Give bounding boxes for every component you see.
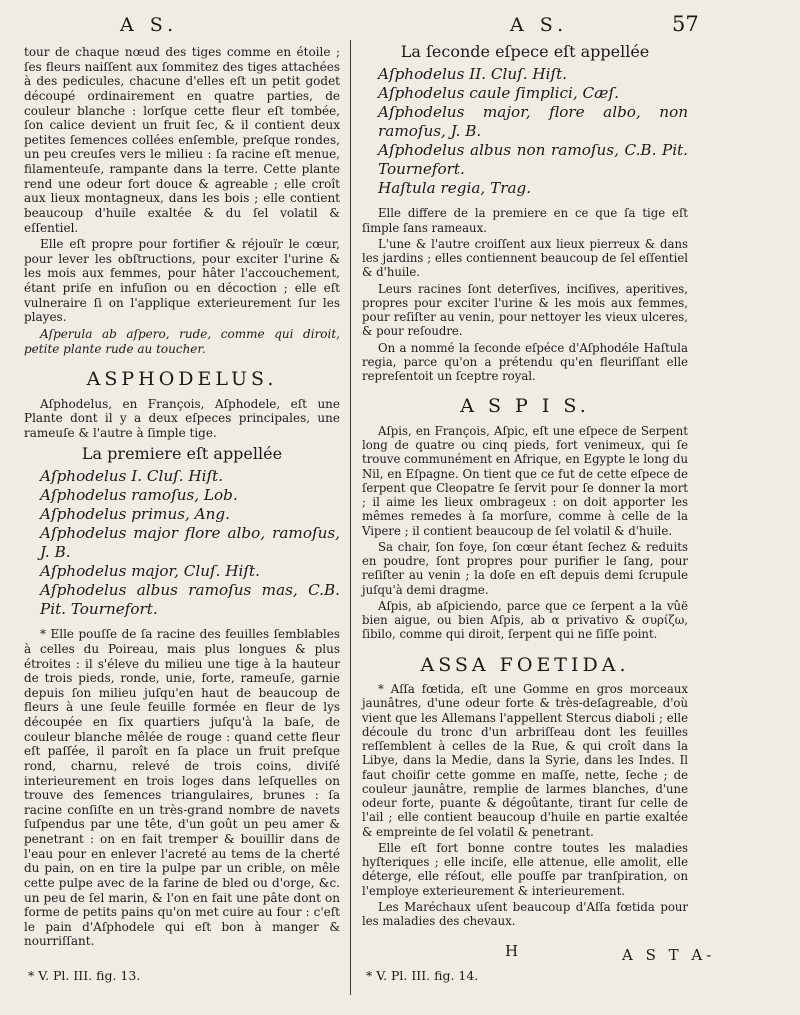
header-right: A S.	[510, 14, 569, 36]
synonym-line: Aſphodelus albus non ramoſus, C.B. Pit. Tournefort.	[378, 141, 688, 179]
section-title-aspis: A S P I S.	[460, 395, 590, 418]
synonym-line: Aſphodelus caule ſimplici, Cæſ.	[378, 84, 619, 103]
subheading-second-species: La ſeconde eſpece eſt appellée	[400, 42, 650, 61]
left-paragraph: Elle eſt propre pour fortifier & réjouïr le cœur, pour lever les obſtructions, pour exciter l'urine & les mois aux femmes, pour hâter l'accouchement, étant priſe en infuſion ou en décoction ; elle eſt vulneraire ſi on l'applique exterieurement ſur les playes.	[24, 237, 340, 325]
assa-paragraph: * Aſſa fœtida, eſt une Gomme en gros morceaux jaunâtres, d'une odeur forte & très-deſagreable, d'où vient que les Allemans l'appellent Stercus diaboli ; elle découle du tronc d'un arbriſſeau dont les feuilles reſſemblent à celles de la Rue, & qui croît dans la Libye, dans la Medie, dans la Syrie, dans les Indes. Il faut choiſir cette gomme en maſſe, nette, ſeche ; de couleur jaunâtre, remplie de larmes blanches, d'une odeur forte, puante & dégoûtante, tirant ſur celle de l'ail ; elle contient beaucoup d'huile en partie exaltée & empreinte de ſel volatil & penetrant.	[362, 681, 688, 839]
synonym-line: Aſphodelus I. Cluſ. Hiſt.	[40, 467, 224, 486]
catchword: A S T A-	[622, 946, 716, 964]
synonym-line: Aſphodelus albus ramoſus mas, C.B. Pit. Tournefort.	[40, 581, 340, 619]
synonym-line: Aſphodelus primus, Ang.	[40, 505, 230, 524]
right-paragraph: L'une & l'autre croiſſent aux lieux pierreux & dans les jardins ; elles contiennent beaucoup de ſel eſſentiel & d'huile.	[362, 236, 688, 280]
synonym-line: Aſphodelus ramoſus, Lob.	[40, 486, 238, 505]
left-paragraph: tour de chaque nœud des tiges comme en étoile ; ſes fleurs naiſſent aux ſommitez des tiges attachées à des pedicules, chacune d'elles eſt un petit godet découpé ordinairement en quatre parties, de couleur blanche : lorſque cette fleur eſt tombée, ſon calice devient un fruit ſec, & il contient deux petites ſemences collées enſemble, preſque rondes, un peu creuſes vers le milieu : ſa racine eſt menue, filamenteuſe, rampante dans la terre. Cette plante rend une odeur fort douce & agreable ; elle croît aux lieux montagneux, dans les bois ; elle contient beaucoup d'huile exaltée & du ſel volatil & eſſentiel.	[24, 45, 340, 235]
section-title-assa-foetida: ASSA FOETIDA.	[420, 653, 630, 676]
right-column	[362, 42, 688, 930]
synonym-line: Haſtula regia, Trag.	[378, 179, 532, 198]
aspis-paragraph: Aſpis, en François, Aſpic, eſt une eſpece de Serpent long de quatre ou cinq pieds, fort venimeux, qui ſe trouve communément en Afrique, en Egypte le long du Nil, en Eſpagne. On tient que ce fut de cette eſpece de ſerpent que Cleopatre ſe ſervit pour ſe donner la mort ; il aime les lieux ombrageux : on doit apporter les mêmes remedes à ſa morſure, comme à celle de la Vipere ; il contient beaucoup de ſel volatil & d'huile.	[362, 423, 688, 538]
asphodelus-intro: Aſphodelus, en François, Aſphodele, eſt une Plante dont il y a deux eſpeces principales, une rameuſe & l'autre à ſimple tige.	[24, 396, 340, 440]
synonym-line: Aſphodelus major, flore albo, non ramoſus, J. B.	[378, 103, 688, 141]
column-divider	[350, 40, 351, 995]
aspis-paragraph: Aſpis, ab aſpiciendo, parce que ce ſerpent a la vûë bien aigue, ou bien Aſpis, ab α privativo & συρίζω, ſibilo, comme qui diroit, ſerpent qui ne ſiſſe point.	[362, 598, 688, 642]
aspis-paragraph: Sa chair, ſon foye, ſon cœur étant ſechez & reduits en poudre, ſont propres pour purifier le ſang, pour reſiſter au venin ; la doſe en eſt depuis demi ſcrupule juſqu'à demi dragme.	[362, 539, 688, 597]
section-title-asphodelus: ASPHODELUS.	[86, 368, 278, 391]
right-paragraph: Elle differe de la premiere en ce que ſa tige eſt ſimple ſans rameaux.	[362, 206, 688, 235]
signature-mark: H	[505, 942, 519, 960]
left-paragraph: Aſperula ab aſpero, rude, comme qui diroit, petite plante rude au toucher.	[24, 326, 340, 356]
synonym-line: Aſphodelus II. Cluſ. Hiſt.	[378, 65, 568, 84]
footnote-right: * V. Pl. III. fig. 14.	[366, 968, 479, 983]
assa-paragraph: Elle eſt fort bonne contre toutes les maladies hyſteriques ; elle inciſe, elle attenue, elle amolit, elle déterge, elle réſout, elle pouſſe par tranſpiration, on l'employe exterieurement & interieurement.	[362, 840, 688, 898]
subheading-first-species: La premiere eſt appellée	[81, 443, 283, 463]
footnote-left: * V. Pl. III. fig. 13.	[28, 968, 141, 983]
right-paragraph: On a nommé la ſeconde eſpéce d'Aſphodéle Haſtula regia, parce qu'on a prétendu qu'en fleuriſſant elle repreſentoit un ſceptre royal.	[362, 340, 688, 384]
synonym-line: Aſphodelus major, Cluſ. Hiſt.	[40, 562, 260, 581]
assa-paragraph: Les Maréchaux uſent beaucoup d'Aſſa fœtida pour les maladies des chevaux.	[362, 899, 688, 929]
left-column	[24, 45, 340, 951]
right-paragraph: Leurs racines ſont deterſives, inciſives, aperitives, propres pour exciter l'urine & les mois aux femmes, pour reſiſter au venin, pour nettoyer les vieux ulceres, & pour reſoudre.	[362, 281, 688, 339]
synonym-line: Aſphodelus major flore albo, ramoſus, J. B.	[40, 524, 340, 562]
running-header	[0, 8, 800, 42]
header-left: A S.	[120, 14, 179, 36]
page-number: 57	[672, 12, 699, 36]
asphodelus-description: * Elle pouſſe de ſa racine des feuilles ſemblables à celles du Poireau, mais plus longues & plus étroites : il s'éleve du milieu une tige à la hauteur de trois pieds, ronde, unie, forte, rameuſe, garnie depuis ſon milieu juſqu'en haut de beaucoup de fleurs à une ſeule feuille formée en fleur de lys découpée en ſix quartiers juſqu'à la baſe, de couleur blanche mêlée de rouge : quand cette fleur eſt paſſée, il paroît en ſa place un fruit preſque rond, charnu, relevé de trois coins, diviſé interieurement en trois loges dans leſquelles on trouve des ſemences triangulaires, brunes : ſa racine conſiſte en un très-grand nombre de navets ſuſpendus par une tête, d'un goût un peu amer & penetrant : on en fait tremper & bouillir dans de l'eau pour en enlever l'acreté au tems de la cherté du pain, on en tire la pulpe par un crible, on mêle cette pulpe avec de la farine de bled ou d'orge, &c. un peu de ſel marin, & l'on en fait une pâte dont on forme de petits pains qu'on met cuire au four : c'eſt le pain d'Aſphodele qui eſt bon à manger & nourriſſant.	[24, 627, 340, 949]
